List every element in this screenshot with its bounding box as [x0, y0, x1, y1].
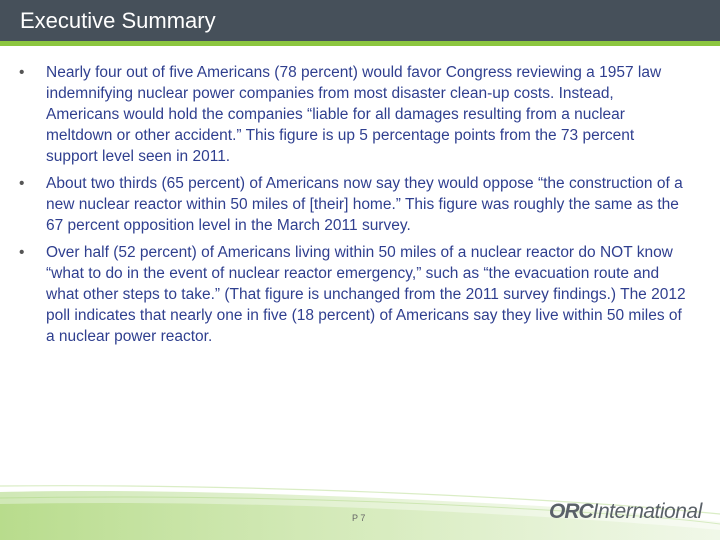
logo-rest-text: International: [592, 500, 702, 523]
bullet-list: [0, 62, 720, 353]
logo-bold-text: ORC: [549, 500, 593, 523]
bullet-icon: •: [19, 175, 25, 192]
bullet-text: Over half (52 percent) of Americans living within 50 miles of a nuclear reactor do NOT know “what to do in the event of nuclear reactor emergency,” such as “the evacuation route and what other steps to take.” (That figure is unchanged from the 2011 survey findings.) The 2012 poll indicates that nearly one in five (18 percent) of Americans say they live within 50 miles of a nuclear power reactor.: [46, 244, 686, 345]
bullet-text: About two thirds (65 percent) of Americans now say they would oppose “the construction of a new nuclear reactor within 50 miles of [their] home.” This figure was roughly the same as the 67 percent opposition level in the March 2011 survey.: [46, 175, 683, 234]
slide-title: Executive Summary: [20, 8, 216, 33]
bullet-text: Nearly four out of five Americans (78 percent) would favor Congress reviewing a 1957 law indemnifying nuclear power companies from most disaster clean-up costs. Instead, Americans would hold the companies “liable for all damages resulting from a nuclear meltdown or other accident.” This figure is up 5 percentage points from the 73 percent support level seen in 2011.: [46, 64, 662, 165]
bullet-item: [0, 242, 720, 347]
header-accent-stripe: [0, 41, 720, 46]
bullet-item: [0, 173, 720, 236]
page-number: P 7: [352, 513, 366, 523]
orc-international-logo: [549, 500, 702, 524]
bullet-icon: •: [19, 244, 25, 261]
bullet-icon: •: [19, 64, 25, 81]
bullet-item: [0, 62, 720, 167]
